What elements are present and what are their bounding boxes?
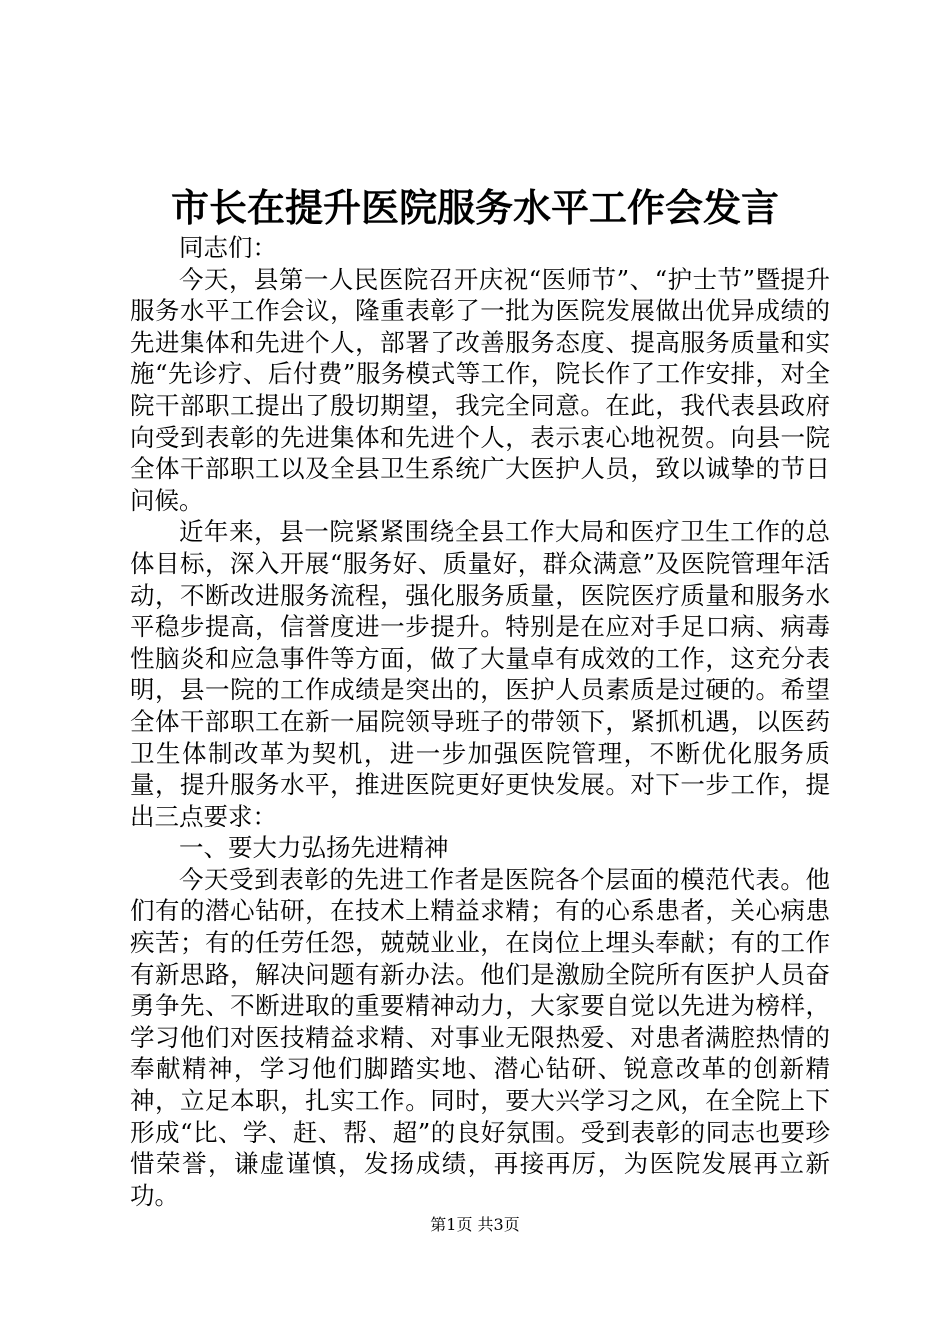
document-title: 市长在提升医院服务水平工作会发言	[170, 185, 779, 230]
paragraph-achievements: 近年来，县一院紧紧围绕全县工作大局和医疗卫生工作的总体目标，深入开展“服务好、质量好，群众满意”及医院管理年活动，不断改进服务流程，强化服务质量，医院医疗质量和服务水平稳步提高，信誉度进一步提升。特别是在应对手足口病、病毒性脑炎和应急事件等方面，做了大量卓有成效的工作，这充分表明，县一院的工作成绩是突出的，医护人员素质是过硬的。希望全体干部职工在新一届院领导班子的带领下，紧抓机遇，以医药卫生体制改革为契机，进一步加强医院管理，不断优化服务质量，提升服务水平，推进医院更好更快发展。对下一步工作，提出三点要求：	[130, 517, 830, 831]
section-heading-1: 一、要大力弘扬先进精神	[179, 833, 449, 863]
page-number-footer: 第1页 共3页	[430, 1215, 520, 1234]
salutation: 同志们：	[179, 233, 277, 262]
document-body	[130, 232, 830, 1211]
paragraph-intro: 今天，县第一人民医院召开庆祝“医师节”、“护士节”暨提升服务水平工作会议，隆重表彰了一批为医院发展做出优异成绩的先进集体和先进个人，部署了改善服务态度、提高服务质量和实施“先诊疗、后付费”服务模式等工作，院长作了工作安排，对全院干部职工提出了殷切期望，我完全同意。在此，我代表县政府向受到表彰的先进集体和先进个人，表示衷心地祝贺。向县一院全体干部职工以及全县卫生系统广大医护人员，致以诚挚的节日问候。	[130, 264, 830, 515]
paragraph-section-1: 今天受到表彰的先进工作者是医院各个层面的模范代表。他们有的潜心钻研，在技术上精益求精；有的心系患者，关心病患疾苦；有的任劳任怨，兢兢业业，在岗位上埋头奉献；有的工作有新思路，解决问题有新办法。他们是激励全院所有医护人员奋勇争先、不断进取的重要精神动力，大家要自觉以先进为榜样，学习他们对医技精益求精、对事业无限热爱、对患者满腔热情的奉献精神，学习他们脚踏实地、潜心钻研、锐意改革的创新精神，立足本职，扎实工作。同时，要大兴学习之风，在全院上下形成“比、学、赶、帮、超”的良好氛围。受到表彰的同志也要珍惜荣誉，谦虚谨慎，发扬成绩，再接再厉，为医院发展再立新功。	[130, 864, 830, 1210]
